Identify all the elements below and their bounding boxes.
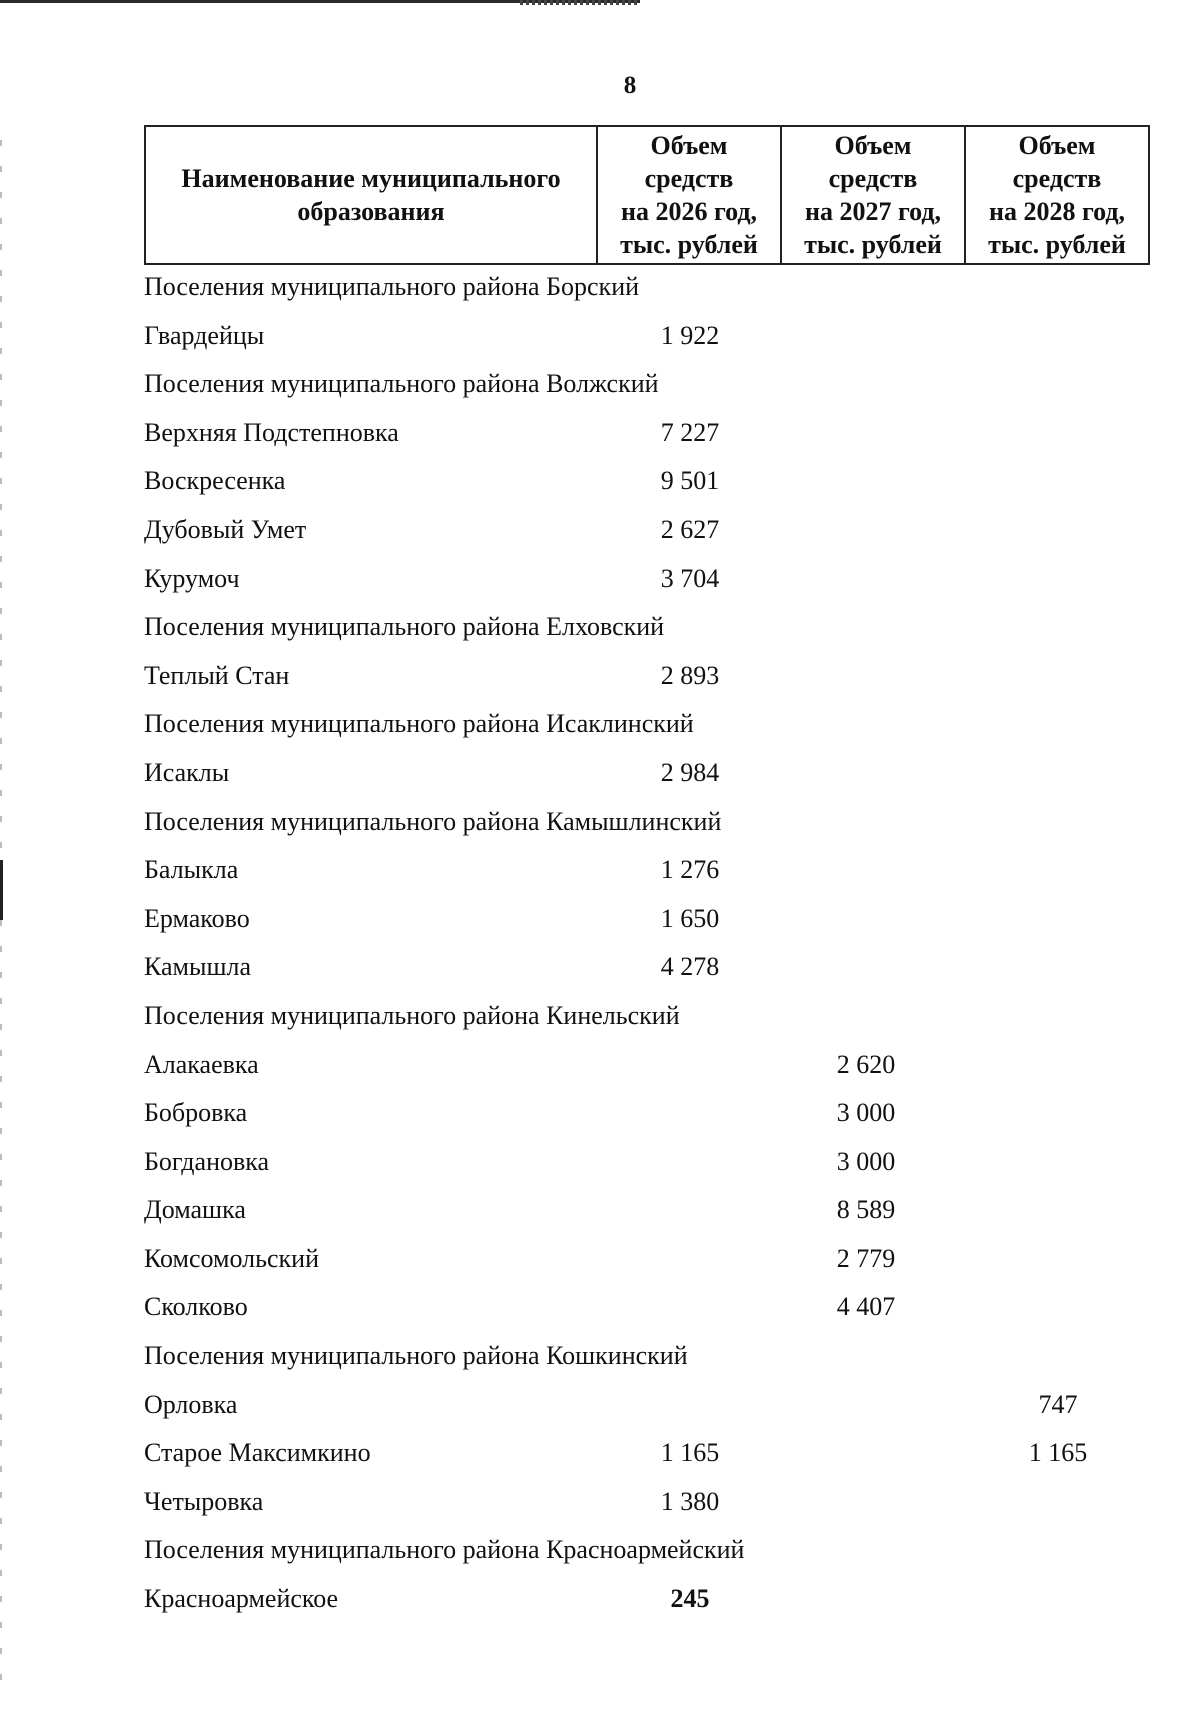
municipality-name: Орловка xyxy=(144,1389,238,1419)
scan-artifact-top xyxy=(520,0,640,5)
municipality-name: Камышла xyxy=(144,952,251,982)
municipality-name: Четыровка xyxy=(144,1486,264,1516)
amount-2026: 2 627 xyxy=(660,514,720,544)
municipality-name: Гвардейцы xyxy=(144,320,265,350)
group-title: Поселения муниципального района Красноармейский xyxy=(144,1535,745,1565)
group-title: Поселения муниципального района Кинельский xyxy=(144,1000,680,1030)
amount-2026: 2 893 xyxy=(660,660,720,690)
table-row xyxy=(0,898,1200,947)
municipality-name: Алакаевка xyxy=(144,1049,259,1079)
table-row xyxy=(0,1384,1200,1433)
amount-2026: 1 276 xyxy=(660,855,720,885)
amount-2026: 1 380 xyxy=(660,1486,720,1516)
table-row xyxy=(0,1286,1200,1335)
amount-2026: 3 704 xyxy=(660,563,720,593)
table-row xyxy=(0,1189,1200,1238)
municipality-name: Дубовый Умет xyxy=(144,514,307,544)
group-title: Поселения муниципального района Елховский xyxy=(144,612,665,642)
table-row xyxy=(0,1044,1200,1093)
group-row xyxy=(0,995,1200,1044)
table-row xyxy=(0,1092,1200,1141)
municipality-name: Богдановка xyxy=(144,1146,270,1176)
amount-2027: 3 000 xyxy=(836,1098,896,1128)
table-row xyxy=(0,1578,1200,1627)
municipality-name: Исаклы xyxy=(144,757,230,787)
table-row xyxy=(0,1238,1200,1287)
table-row xyxy=(0,946,1200,995)
amount-2027: 2 620 xyxy=(836,1049,896,1079)
table-row xyxy=(0,509,1200,558)
municipality-name: Воскресенка xyxy=(144,466,286,496)
amount-2027: 3 000 xyxy=(836,1146,896,1176)
amount-2027: 2 779 xyxy=(836,1243,896,1273)
amount-2028: 747 xyxy=(1038,1389,1078,1419)
group-row xyxy=(0,266,1200,315)
amount-2026: 9 501 xyxy=(660,466,720,496)
page-number: 8 xyxy=(623,72,637,99)
table-row xyxy=(0,558,1200,607)
municipality-name: Курумоч xyxy=(144,563,240,593)
table-row xyxy=(0,412,1200,461)
amount-2026: 2 984 xyxy=(660,757,720,787)
group-row xyxy=(0,363,1200,412)
municipality-name: Сколково xyxy=(144,1292,248,1322)
header-2027: Объем средств на 2027 год, тыс. рублей xyxy=(782,127,966,263)
amount-2026: 1 165 xyxy=(660,1438,720,1468)
group-title: Поселения муниципального района Волжский xyxy=(144,369,659,399)
amount-2028: 1 165 xyxy=(1028,1438,1088,1468)
table-row xyxy=(0,752,1200,801)
group-title: Поселения муниципального района Исаклинский xyxy=(144,709,694,739)
amount-2027: 8 589 xyxy=(836,1195,896,1225)
amount-2026: 1 922 xyxy=(660,320,720,350)
municipality-name: Балыкла xyxy=(144,855,239,885)
header-2028: Объем средств на 2028 год, тыс. рублей xyxy=(988,131,1126,259)
group-title: Поселения муниципального района Камышлинский xyxy=(144,806,722,836)
group-row xyxy=(0,801,1200,850)
table-row xyxy=(0,849,1200,898)
amount-2026: 245 xyxy=(670,1584,710,1614)
table-row xyxy=(0,460,1200,509)
municipality-name: Бобровка xyxy=(144,1098,248,1128)
header-name: Наименование муниципального образования xyxy=(146,127,598,263)
municipality-name: Ермаково xyxy=(144,903,250,933)
municipality-name: Комсомольский xyxy=(144,1243,319,1273)
municipality-name: Домашка xyxy=(144,1195,246,1225)
table-row xyxy=(0,315,1200,364)
group-row xyxy=(0,703,1200,752)
amount-2026: 7 227 xyxy=(660,417,720,447)
group-title: Поселения муниципального района Кошкинский xyxy=(144,1341,688,1371)
municipality-name: Верхняя Подстепновка xyxy=(144,417,399,447)
amount-2027: 4 407 xyxy=(836,1292,896,1322)
municipality-name: Теплый Стан xyxy=(144,660,290,690)
header-2026: Объем средств на 2026 год, тыс. рублей xyxy=(598,127,782,263)
table-row xyxy=(0,1141,1200,1190)
group-title: Поселения муниципального района Борский xyxy=(144,272,640,301)
table-body xyxy=(0,266,1200,1627)
group-row xyxy=(0,1335,1200,1384)
table-row xyxy=(0,655,1200,704)
municipality-name: Красноармейское xyxy=(144,1584,339,1614)
group-row xyxy=(0,1529,1200,1578)
amount-2026: 1 650 xyxy=(660,903,720,933)
municipality-name: Старое Максимкино xyxy=(144,1438,371,1468)
table-header xyxy=(144,125,1150,265)
amount-2026: 4 278 xyxy=(660,952,720,982)
table-row xyxy=(0,1481,1200,1530)
group-row xyxy=(0,606,1200,655)
table-row xyxy=(0,1432,1200,1481)
